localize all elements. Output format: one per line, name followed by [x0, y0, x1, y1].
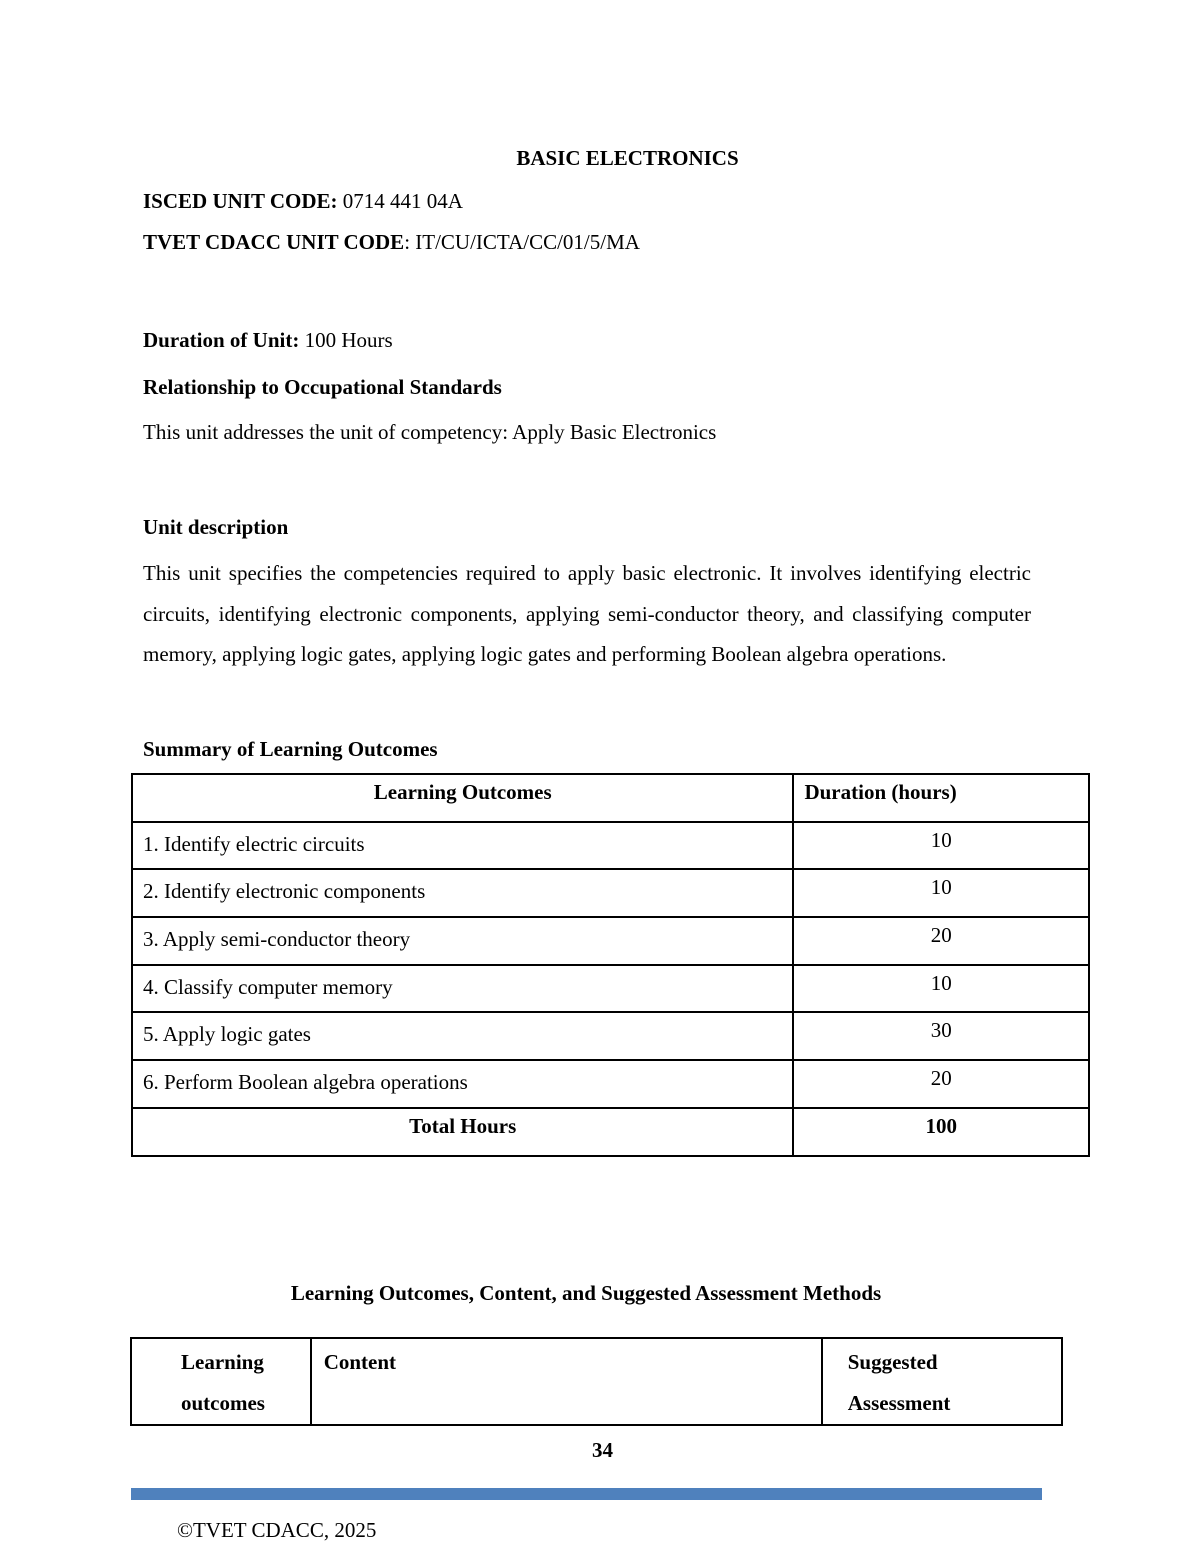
tvet-code-value: : IT/CU/ICTA/CC/01/5/MA	[404, 230, 640, 254]
relationship-text: This unit addresses the unit of competency: Apply Basic Electronics	[143, 420, 717, 444]
isced-code-value: 0714 441 04A	[337, 189, 463, 213]
duration-label: Duration of Unit:	[143, 328, 300, 352]
table-row	[132, 869, 1089, 917]
summary-heading: Summary of Learning Outcomes	[143, 737, 438, 761]
table-row	[132, 917, 1089, 965]
total-value: 100	[793, 1108, 1089, 1156]
table-header-row	[132, 774, 1089, 822]
unit-description-text: This unit specifies the competencies required to apply basic electronic. It involves identifying electric circuits, identifying electronic components, applying semi-conductor theory, and classifying computer memory, applying logic gates, applying logic gates and performing Boolean algebra operations.	[143, 561, 1031, 666]
outcome-cell: 2. Identify electronic components	[132, 869, 793, 917]
table-row	[132, 1060, 1089, 1108]
total-row	[132, 1108, 1089, 1156]
column-header-line: Content	[323, 1350, 397, 1374]
hours-cell: 10	[793, 822, 1089, 870]
hours-cell: 20	[793, 1060, 1089, 1108]
isced-code-label: ISCED UNIT CODE:	[143, 189, 338, 213]
hours-cell: 10	[793, 869, 1089, 917]
isced-code-line	[143, 188, 463, 214]
tvet-code-label: TVET CDACC UNIT CODE	[143, 230, 405, 254]
column-header-content	[311, 1338, 822, 1425]
section-heading: Learning Outcomes, Content, and Suggested Assessment Methods	[290, 1281, 882, 1305]
tvet-code-line	[143, 229, 640, 255]
relationship-heading: Relationship to Occupational Standards	[143, 375, 502, 399]
hours-cell: 30	[793, 1012, 1089, 1060]
column-header-duration: Duration (hours)	[793, 774, 1089, 822]
table-row	[132, 965, 1089, 1013]
column-header-assessment	[822, 1338, 1062, 1425]
outcome-cell: 6. Perform Boolean algebra operations	[132, 1060, 793, 1108]
column-header-line: Assessment	[847, 1391, 951, 1415]
page-number: 34	[592, 1438, 613, 1462]
duration-value: 100 Hours	[299, 328, 393, 352]
outcome-cell: 4. Classify computer memory	[132, 965, 793, 1013]
column-header-learning-outcomes	[131, 1338, 311, 1425]
table-row	[132, 1012, 1089, 1060]
outcome-cell: 5. Apply logic gates	[132, 1012, 793, 1060]
column-header-line: Suggested	[847, 1350, 938, 1374]
table-header-row	[131, 1338, 1062, 1425]
learning-outcomes-table	[131, 773, 1090, 1157]
unit-description-heading: Unit description	[143, 515, 289, 539]
hours-cell: 20	[793, 917, 1089, 965]
table-row	[132, 822, 1089, 870]
outcome-cell: 1. Identify electric circuits	[132, 822, 793, 870]
page-title: BASIC ELECTRONICS	[516, 146, 739, 170]
footer-copyright: ©TVET CDACC, 2025	[177, 1518, 377, 1542]
footer-divider-bar	[131, 1488, 1042, 1500]
total-label: Total Hours	[132, 1108, 793, 1156]
column-header-line: Learning	[181, 1350, 264, 1374]
content-assessment-table	[130, 1337, 1063, 1426]
column-header-outcomes: Learning Outcomes	[132, 774, 793, 822]
hours-cell: 10	[793, 965, 1089, 1013]
outcome-cell: 3. Apply semi-conductor theory	[132, 917, 793, 965]
duration-line	[143, 327, 393, 353]
column-header-line: outcomes	[181, 1391, 265, 1415]
